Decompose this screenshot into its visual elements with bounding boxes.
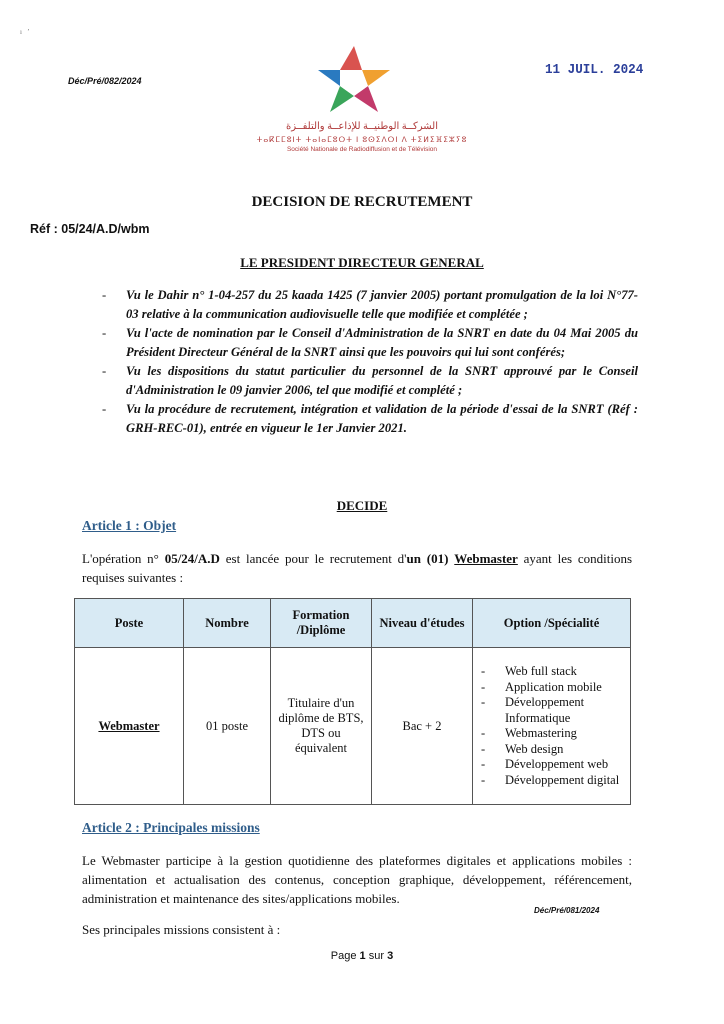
considerations-list: [102, 286, 638, 438]
options-list: [477, 664, 626, 788]
reference-top: Déc/Pré/082/2024: [68, 76, 142, 86]
table-row: [75, 648, 631, 805]
cell-nombre: 01 poste: [184, 648, 271, 805]
article-1-text-c: ayant les conditions requises suivantes :: [82, 551, 633, 585]
cell-poste: Webmaster: [75, 648, 184, 805]
page-footer: Page 1 sur 3: [330, 950, 394, 962]
list-item: - Développement Informatique: [477, 695, 626, 726]
header-nombre: Nombre: [184, 599, 271, 648]
page-number: 1: [359, 950, 366, 962]
recruit-count: un (01): [406, 551, 449, 566]
decide-heading: DECIDE: [336, 498, 388, 513]
cell-formation: Titulaire d'un diplôme de BTS, DTS ou équivalent: [271, 648, 372, 805]
header-formation: Formation /Diplôme: [271, 599, 372, 648]
org-name-tifinagh: ⵜⴰⴽⵎⵎⵓⵏⵜ ⵜⴰⵏⴰⵎⵓⵔⵜ ⵏ ⵓⵙⵉⴷⵔⵏ ⴷ ⵜⵉⵍⵉⴼⵉⵣⵢⵓ: [256, 135, 468, 144]
cell-niveau: Bac + 2: [372, 648, 473, 805]
list-item: - Web design: [477, 742, 626, 758]
list-item: - Développement digital: [477, 773, 626, 789]
date-stamp: 11 JUIL. 2024: [545, 62, 644, 78]
scan-mark: ı ʼ: [20, 28, 30, 36]
document-reference: Réf : 05/24/A.D/wbm: [30, 222, 150, 236]
header-niveau: Niveau d'études: [372, 599, 473, 648]
missions-intro: Ses principales missions consistent à :: [82, 922, 281, 937]
list-item: - Webmastering: [477, 726, 626, 742]
consideration-item: - Vu la procédure de recrutement, intégration et validation de la période d'essai de la SNRT (Réf : GRH-REC-01), entrée en vigueur le 1er Janvier 2021.: [102, 400, 638, 438]
list-item: - Application mobile: [477, 680, 626, 696]
snrt-logo-icon: [316, 44, 392, 114]
reference-bottom: Déc/Pré/081/2024: [534, 906, 600, 915]
cell-options: [473, 648, 631, 805]
consideration-item: - Vu le Dahir n° 1-04-257 du 25 kaada 1425 (7 janvier 2005) portant promulgation de la loi N°77-03 relative à la communication audiovisuelle telle que modifiée et complétée ;: [102, 286, 638, 324]
header-option: Option /Spécialité: [473, 599, 631, 648]
org-name-french: Société Nationale de Radiodiffusion et de Télévision: [286, 146, 438, 153]
consideration-item: - Vu les dispositions du statut particulier du personnel de la SNRT approuvé par le Conseil d'Administration le 09 janvier 2006, tel que modifié et complété ;: [102, 362, 638, 400]
article-2-text: Le Webmaster participe à la gestion quotidienne des plateformes digitales et applications mobiles : alimentation et actualisation des contenus, conception graphique, développement, référencement, administration et maintenance des sites/applications mobiles.: [82, 853, 632, 906]
header-poste: Poste: [75, 599, 184, 648]
article-2-title: Article 2 : Principales missions: [82, 820, 260, 835]
operation-number: 05/24/A.D: [164, 551, 220, 566]
article-1-text-b: est lancée pour le recrutement d': [219, 551, 407, 566]
list-item: - Web full stack: [477, 664, 626, 680]
article-1-text: [82, 549, 632, 587]
pdg-heading: LE PRESIDENT DIRECTEUR GENERAL: [240, 255, 484, 270]
list-item: - Développement web: [477, 757, 626, 773]
article-1-text-a: L'opération n°: [82, 551, 165, 566]
org-name-arabic: الشركــة الوطنيــة للإذاعــة والتلفــزة: [285, 121, 439, 132]
recruit-role: Webmaster: [454, 551, 518, 566]
page-total: 3: [387, 950, 394, 962]
article-1-title: Article 1 : Objet: [82, 518, 177, 533]
consideration-item: - Vu l'acte de nomination par le Conseil d'Administration de la SNRT en date du 04 Mai 2005 du Président Directeur Général de la SNRT ainsi que les pouvoirs qui lui sont conférés;: [102, 324, 638, 362]
document-title: DECISION DE RECRUTEMENT: [251, 194, 473, 210]
recruitment-table: [74, 598, 631, 805]
